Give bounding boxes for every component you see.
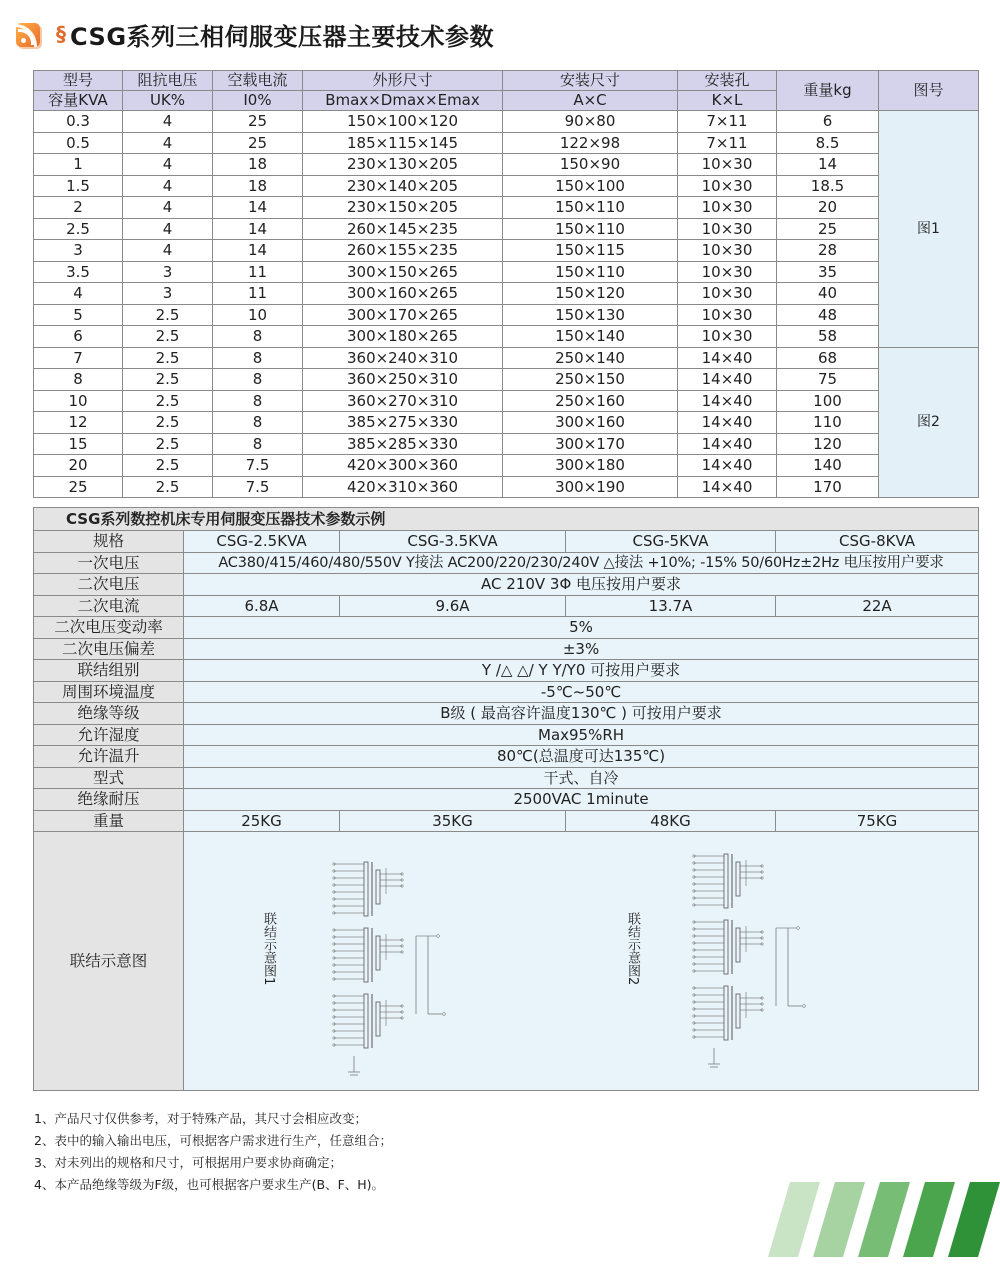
table-cell-dims: 230×150×205: [303, 197, 503, 219]
table-cell-hole: 14×40: [678, 369, 777, 391]
spec-cell: CSG-5KVA: [566, 531, 776, 553]
table-cell-kg: 6: [777, 111, 879, 133]
table-cell-kva: 15: [34, 433, 123, 455]
table-cell-kg: 18.5: [777, 175, 879, 197]
table-cell-mount: 150×100: [503, 175, 678, 197]
stripe-3: [858, 1182, 910, 1257]
table-cell-i0: 8: [213, 412, 303, 434]
spec-cell: CSG-3.5KVA: [340, 531, 566, 553]
withstand-label: 绝缘耐压: [34, 789, 184, 811]
table-row: [34, 326, 979, 348]
diagram-2-caption: 联结示意图2: [625, 912, 640, 986]
header-hole: 安装孔: [678, 71, 777, 91]
table-cell-dims: 300×160×265: [303, 283, 503, 305]
type-value: 干式、自冷: [184, 767, 979, 789]
table-row: [34, 240, 979, 262]
table-cell-kva: 2: [34, 197, 123, 219]
table-cell-hole: 14×40: [678, 433, 777, 455]
table-cell-hole: 10×30: [678, 261, 777, 283]
regulation-value: 5%: [184, 617, 979, 639]
header-mount: 安装尺寸: [503, 71, 678, 91]
table-cell-kva: 3: [34, 240, 123, 262]
table-cell-kg: 35: [777, 261, 879, 283]
table-row: [34, 111, 979, 133]
table-cell-mount: 150×120: [503, 283, 678, 305]
table-cell-dims: 300×180×265: [303, 326, 503, 348]
footnote: 2、表中的输入输出电压，可根据客户需求进行生产，任意组合；: [34, 1133, 392, 1148]
table-cell-kg: 14: [777, 154, 879, 176]
table-cell-i0: 11: [213, 261, 303, 283]
table-cell-kg: 170: [777, 476, 879, 498]
table-cell-kg: 48: [777, 304, 879, 326]
table-cell-kg: 20: [777, 197, 879, 219]
weight-cell: 35KG: [340, 810, 566, 832]
table-cell-kva: 1: [34, 154, 123, 176]
table-cell-mount: 300×180: [503, 455, 678, 477]
table-cell-uk: 3: [123, 261, 213, 283]
table-cell-uk: 2.5: [123, 326, 213, 348]
table-cell-kva: 20: [34, 455, 123, 477]
footnotes: [34, 1108, 392, 1196]
header-mount-unit: A×C: [503, 91, 678, 111]
table-cell-mount: 122×98: [503, 132, 678, 154]
table-row: [34, 197, 979, 219]
table-cell-kva: 0.5: [34, 132, 123, 154]
table-cell-mount: 300×160: [503, 412, 678, 434]
stripe-4: [903, 1182, 955, 1257]
spec-cell: CSG-8KVA: [776, 531, 979, 553]
table-row: [34, 390, 979, 412]
table-cell-uk: 3: [123, 283, 213, 305]
table-cell-uk: 4: [123, 132, 213, 154]
table-cell-i0: 25: [213, 111, 303, 133]
table-row: [34, 154, 979, 176]
table-cell-dims: 385×275×330: [303, 412, 503, 434]
table-cell-mount: 150×115: [503, 240, 678, 262]
table-cell-kva: 8: [34, 369, 123, 391]
table-cell-i0: 18: [213, 175, 303, 197]
table-cell-uk: 2.5: [123, 390, 213, 412]
table-cell-kva: 5: [34, 304, 123, 326]
example-table-title: CSG系列数控机床专用伺服变压器技术参数示例: [34, 508, 979, 531]
table-cell-kva: 0.3: [34, 111, 123, 133]
table-cell-kva: 25: [34, 476, 123, 498]
stripe-1: [768, 1182, 820, 1257]
weight-cell: 25KG: [184, 810, 340, 832]
header-noload-unit: I0%: [213, 91, 303, 111]
page-title: CSG系列三相伺服变压器主要技术参数: [70, 22, 495, 51]
table-cell-mount: 150×110: [503, 197, 678, 219]
table-cell-dims: 420×310×360: [303, 476, 503, 498]
table-row: [34, 304, 979, 326]
header-figure: 图号: [879, 71, 979, 111]
table-cell-kg: 110: [777, 412, 879, 434]
table-row: [34, 175, 979, 197]
vector-group-label: 联结组别: [34, 660, 184, 682]
table-cell-dims: 150×100×120: [303, 111, 503, 133]
ambient-temp-value: -5℃~50℃: [184, 681, 979, 703]
table-cell-mount: 250×160: [503, 390, 678, 412]
header-outline-unit: Bmax×Dmax×Emax: [303, 91, 503, 111]
table-cell-kva: 3.5: [34, 261, 123, 283]
main-table-body: [34, 111, 979, 498]
stripe-2: [813, 1182, 865, 1257]
secondary-voltage-label: 二次电压: [34, 574, 184, 596]
table-cell-hole: 10×30: [678, 326, 777, 348]
header-impedance: 阻抗电压: [123, 71, 213, 91]
insulation-class-value: B级 ( 最高容许温度130℃ ) 可按用户要求: [184, 703, 979, 725]
footnote: 4、本产品绝缘等级为F级，也可根据客户要求生产(B、F、H)。: [34, 1177, 385, 1192]
secondary-current-label: 二次电流: [34, 595, 184, 617]
table-cell-dims: 385×285×330: [303, 433, 503, 455]
temp-rise-value: 80℃(总温度可达135℃): [184, 746, 979, 768]
table-cell-kg: 100: [777, 390, 879, 412]
table-row: [34, 218, 979, 240]
table-cell-kg: 25: [777, 218, 879, 240]
page-header: [12, 14, 494, 54]
table-cell-dims: 300×150×265: [303, 261, 503, 283]
header-impedance-unit: UK%: [123, 91, 213, 111]
table-cell-dims: 360×270×310: [303, 390, 503, 412]
header-outline: 外形尺寸: [303, 71, 503, 91]
table-cell-kg: 58: [777, 326, 879, 348]
table-cell-uk: 2.5: [123, 412, 213, 434]
table-cell-uk: 4: [123, 175, 213, 197]
secondary-voltage-value: AC 210V 3Φ 电压按用户要求: [184, 574, 979, 596]
table-cell-kg: 120: [777, 433, 879, 455]
footnote: 1、产品尺寸仅供参考，对于特殊产品，其尺寸会相应改变；: [34, 1111, 367, 1126]
table-cell-mount: 150×110: [503, 261, 678, 283]
spec-cell: CSG-2.5KVA: [184, 531, 340, 553]
ambient-temp-label: 周围环境温度: [34, 681, 184, 703]
table-cell-dims: 420×300×360: [303, 455, 503, 477]
table-row: [34, 369, 979, 391]
table-cell-i0: 18: [213, 154, 303, 176]
table-cell-i0: 8: [213, 433, 303, 455]
table-cell-i0: 7.5: [213, 476, 303, 498]
current-cell: 22A: [776, 595, 979, 617]
table-cell-uk: 4: [123, 240, 213, 262]
type-label: 型式: [34, 767, 184, 789]
figure-1-cell: 图1: [879, 111, 979, 348]
table-cell-hole: 14×40: [678, 390, 777, 412]
table-cell-kva: 1.5: [34, 175, 123, 197]
connection-diagram-label: 联结示意图: [34, 832, 184, 1091]
footnote: 3、对未列出的规格和尺寸，可根据用户要求协商确定；: [34, 1155, 342, 1170]
deviation-value: ±3%: [184, 638, 979, 660]
table-cell-kva: 7: [34, 347, 123, 369]
section-mark: §: [56, 22, 66, 46]
table-row: [34, 261, 979, 283]
table-cell-i0: 8: [213, 390, 303, 412]
withstand-value: 2500VAC 1minute: [184, 789, 979, 811]
header-model-unit: 容量KVA: [34, 91, 123, 111]
table-cell-kva: 12: [34, 412, 123, 434]
table-cell-mount: 150×90: [503, 154, 678, 176]
table-cell-mount: 90×80: [503, 111, 678, 133]
table-cell-uk: 4: [123, 111, 213, 133]
regulation-label: 二次电压变动率: [34, 617, 184, 639]
current-cell: 9.6A: [340, 595, 566, 617]
table-cell-mount: 250×140: [503, 347, 678, 369]
header-weight: 重量kg: [777, 71, 879, 111]
table-cell-uk: 2.5: [123, 476, 213, 498]
table-cell-mount: 150×110: [503, 218, 678, 240]
table-row: [34, 132, 979, 154]
table-cell-dims: 360×250×310: [303, 369, 503, 391]
table-cell-kva: 4: [34, 283, 123, 305]
table-cell-dims: 230×140×205: [303, 175, 503, 197]
table-cell-kg: 40: [777, 283, 879, 305]
weight-cell: 48KG: [566, 810, 776, 832]
table-cell-kva: 2.5: [34, 218, 123, 240]
humidity-label: 允许湿度: [34, 724, 184, 746]
insulation-class-label: 绝缘等级: [34, 703, 184, 725]
deviation-label: 二次电压偏差: [34, 638, 184, 660]
table-cell-i0: 7.5: [213, 455, 303, 477]
table-cell-uk: 4: [123, 154, 213, 176]
table-cell-hole: 7×11: [678, 132, 777, 154]
table-cell-i0: 25: [213, 132, 303, 154]
table-row: [34, 412, 979, 434]
table-cell-kg: 140: [777, 455, 879, 477]
table-cell-kva: 10: [34, 390, 123, 412]
table-cell-i0: 10: [213, 304, 303, 326]
table-cell-dims: 230×130×205: [303, 154, 503, 176]
stripe-5: [948, 1182, 1000, 1257]
table-cell-i0: 14: [213, 218, 303, 240]
table-cell-dims: 185×115×145: [303, 132, 503, 154]
weight-cell: 75KG: [776, 810, 979, 832]
table-cell-hole: 14×40: [678, 412, 777, 434]
table-cell-hole: 10×30: [678, 175, 777, 197]
rss-feed-icon: [12, 17, 46, 51]
table-cell-uk: 2.5: [123, 369, 213, 391]
table-cell-hole: 10×30: [678, 240, 777, 262]
table-cell-hole: 7×11: [678, 111, 777, 133]
current-cell: 13.7A: [566, 595, 776, 617]
primary-voltage-value: AC380/415/460/480/550V Y接法 AC200/220/230/240V △接法 +10%; -15% 50/60Hz±2Hz 电压按用户要求: [184, 552, 979, 574]
table-cell-kg: 68: [777, 347, 879, 369]
table-cell-mount: 250×150: [503, 369, 678, 391]
table-cell-i0: 14: [213, 197, 303, 219]
table-cell-uk: 2.5: [123, 433, 213, 455]
spec-label: 规格: [34, 531, 184, 553]
header-model: 型号: [34, 71, 123, 91]
table-row: [34, 433, 979, 455]
table-cell-hole: 10×30: [678, 304, 777, 326]
main-spec-table: [33, 70, 979, 498]
weight-label: 重量: [34, 810, 184, 832]
decorative-stripes-icon: [760, 1182, 1000, 1257]
table-row: [34, 455, 979, 477]
table-row: [34, 347, 979, 369]
figure-2-cell: 图2: [879, 347, 979, 498]
table-cell-hole: 10×30: [678, 218, 777, 240]
table-cell-i0: 11: [213, 283, 303, 305]
connection-diagram-cell: [184, 832, 979, 1091]
wiring-diagram-2-icon: [684, 838, 834, 1070]
humidity-value: Max95%RH: [184, 724, 979, 746]
table-cell-uk: 2.5: [123, 455, 213, 477]
table-cell-uk: 4: [123, 197, 213, 219]
table-cell-hole: 10×30: [678, 197, 777, 219]
table-cell-mount: 150×130: [503, 304, 678, 326]
example-spec-table: [33, 507, 979, 1091]
table-cell-kva: 6: [34, 326, 123, 348]
table-row: [34, 283, 979, 305]
header-noload: 空载电流: [213, 71, 303, 91]
table-cell-i0: 8: [213, 326, 303, 348]
table-cell-uk: 4: [123, 218, 213, 240]
table-cell-mount: 150×140: [503, 326, 678, 348]
table-cell-hole: 14×40: [678, 347, 777, 369]
table-cell-hole: 14×40: [678, 476, 777, 498]
current-cell: 6.8A: [184, 595, 340, 617]
table-cell-i0: 8: [213, 347, 303, 369]
vector-group-value: Y /△ △/ Y Y/Y0 可按用户要求: [184, 660, 979, 682]
header-hole-unit: K×L: [678, 91, 777, 111]
table-cell-uk: 2.5: [123, 347, 213, 369]
table-cell-dims: 260×155×235: [303, 240, 503, 262]
table-cell-dims: 360×240×310: [303, 347, 503, 369]
primary-voltage-label: 一次电压: [34, 552, 184, 574]
table-cell-kg: 8.5: [777, 132, 879, 154]
wiring-diagram-1-icon: [324, 846, 474, 1078]
table-cell-kg: 75: [777, 369, 879, 391]
table-cell-uk: 2.5: [123, 304, 213, 326]
table-cell-kg: 28: [777, 240, 879, 262]
table-cell-mount: 300×170: [503, 433, 678, 455]
table-cell-hole: 14×40: [678, 455, 777, 477]
table-row: [34, 476, 979, 498]
table-cell-dims: 260×145×235: [303, 218, 503, 240]
table-cell-i0: 14: [213, 240, 303, 262]
table-cell-dims: 300×170×265: [303, 304, 503, 326]
diagram-1-caption: 联结示意图1: [261, 912, 276, 986]
table-cell-i0: 8: [213, 369, 303, 391]
table-cell-hole: 10×30: [678, 154, 777, 176]
table-cell-hole: 10×30: [678, 283, 777, 305]
table-cell-mount: 300×190: [503, 476, 678, 498]
temp-rise-label: 允许温升: [34, 746, 184, 768]
